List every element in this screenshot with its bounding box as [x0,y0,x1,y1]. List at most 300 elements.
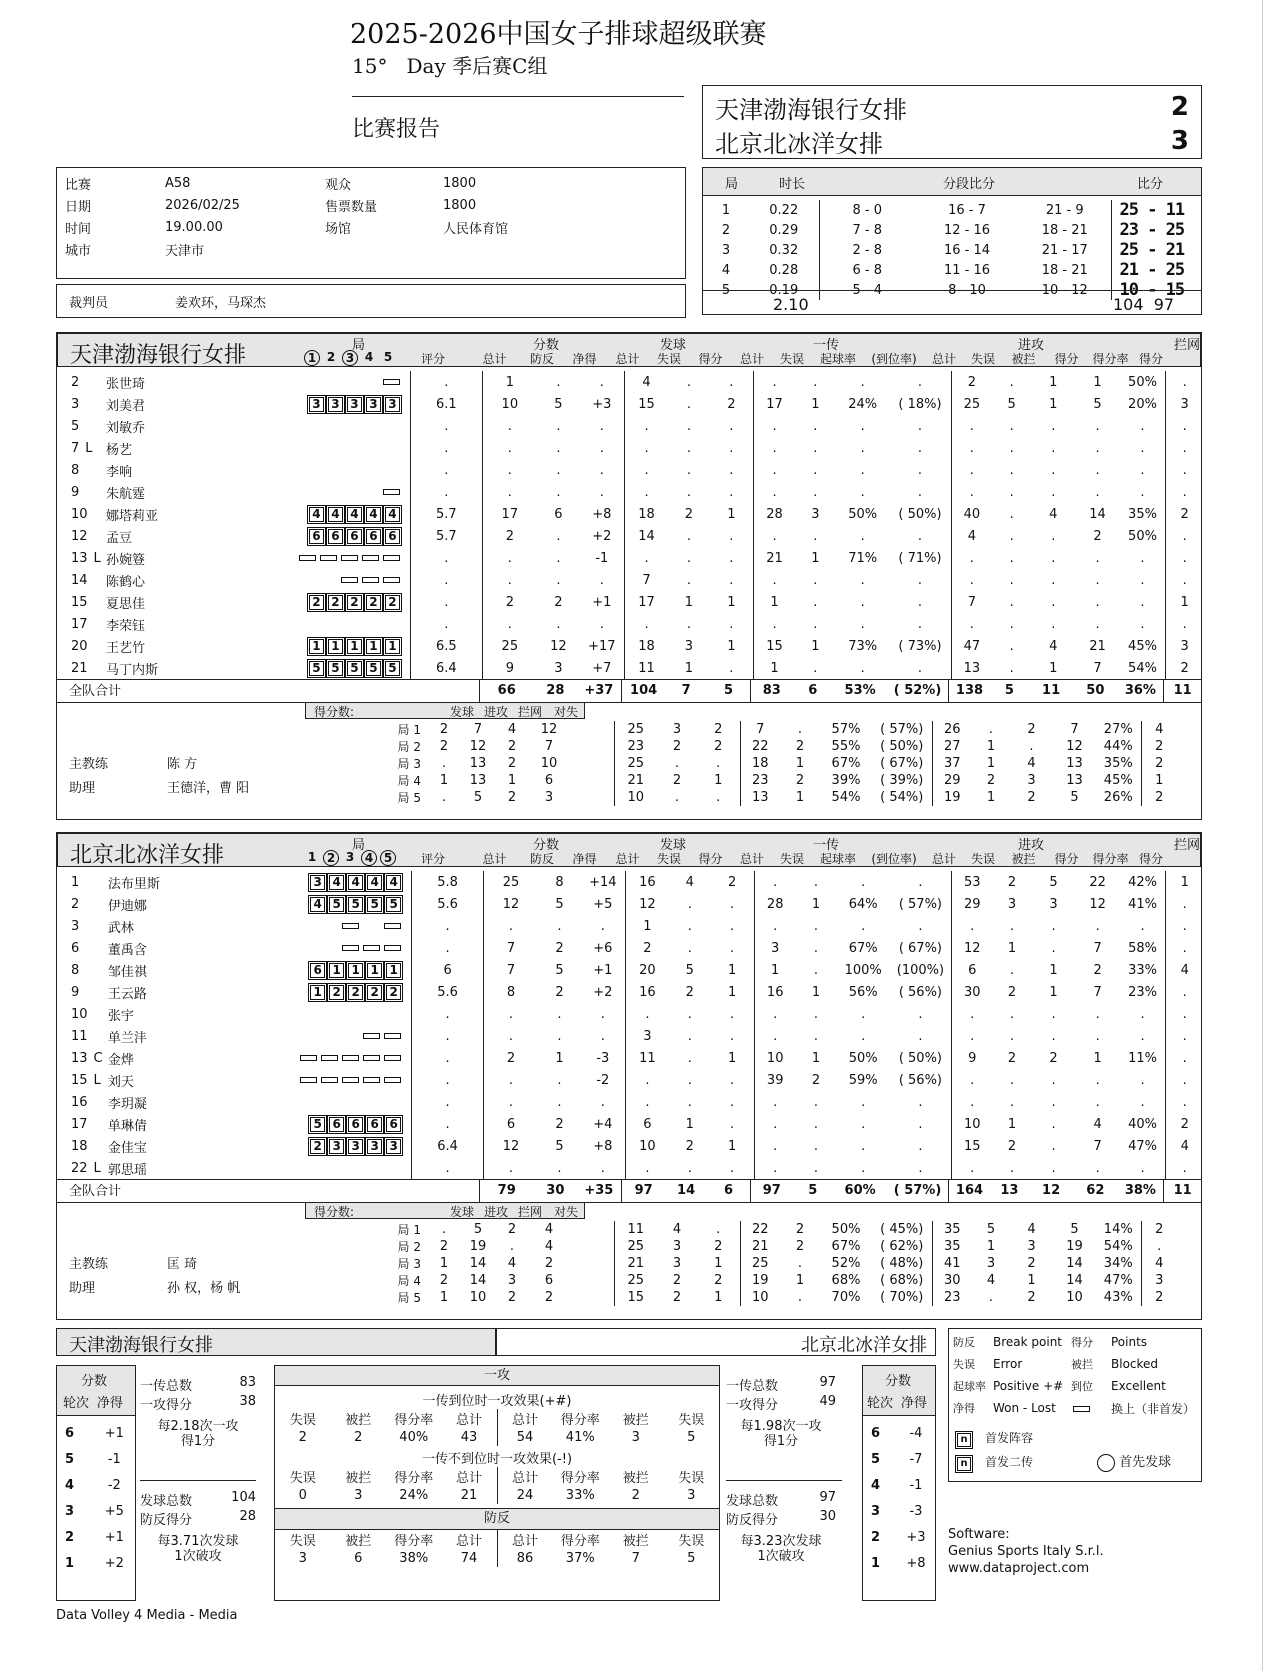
stat-cell: . [951,415,992,437]
away-recv-value1: 97 [819,1375,836,1390]
starting-position: 1 [367,963,382,978]
set-stat-cell: 15 [614,1289,657,1306]
stat-cell: 2 [685,984,694,1000]
legend-text: 失误 [953,1358,975,1371]
stat-cell: 2 [951,371,992,393]
set-breakdown-label: 局 4 [397,1273,421,1288]
stat-cell: 7 [1093,660,1102,676]
stat-cell: 15 [951,1135,992,1157]
set-point-cell: 2 [439,738,449,754]
legend-text: 被拦 [1071,1358,1093,1371]
set-stat-cell: . [1029,738,1034,754]
stat-cell: 5.7 [410,525,482,547]
attack-col-header: 得分率 [394,1534,434,1549]
away-summary-divider [726,1480,842,1481]
set-stat-cell: 14 [1066,1272,1083,1288]
stat-cell: 4 [1049,506,1058,522]
substitute-dash-icon [342,923,359,929]
home-sets-won: 2 [1170,92,1189,122]
assistant-label: 助理 [69,1280,96,1296]
sets-total-divider [703,290,1201,291]
set-stat-cell: 68% [831,1272,861,1288]
player-name: 孟豆 [106,530,133,546]
set-stat-cell: 13 [1066,772,1083,788]
spacer [569,721,614,738]
set-breakdown-label: 局 3 [397,756,421,771]
player-number [57,1003,104,1025]
set-stat-cell: 43% [1103,1289,1133,1305]
set-stat-cell: 5 [1070,789,1079,805]
score-by-set-col: 对失 [554,704,579,719]
set-number: 2 [323,850,339,866]
player-number-text: 3 [71,396,80,412]
player-number-text: 20 [71,638,88,654]
score-by-set-label: 得分数: [314,704,355,719]
player-name: 王云路 [107,986,147,1002]
set-stat-cell: 29 [932,772,972,789]
stat-cell: . [861,1138,866,1154]
stat-cell: . [1009,918,1015,934]
info-cell: 人民体育馆 [443,221,509,237]
legend-text: Excellent [1111,1379,1166,1393]
starting-position: 1 [309,639,324,654]
set-point-cell: 2 [544,1255,554,1271]
player-number-text: 7 [71,440,80,456]
set-stat-cell: ( 54%) [880,789,924,805]
player-number-text: 3 [71,918,80,934]
stat-cell: . [754,1003,795,1025]
stat-cell: 64% [848,896,878,912]
stat-cell: . [624,481,668,503]
stat-cell: 5 [685,962,694,978]
column-header: 失误 [779,352,804,366]
starting-position: 3 [348,1139,363,1154]
set-stat-cell: 4 [1141,1255,1177,1272]
set-stat-cell: 26 [932,721,972,738]
legend-row [949,1353,1197,1375]
stat-cell: . [1009,572,1014,588]
set-cell: 4 [721,262,731,278]
player-number [57,371,102,393]
player-number-text: 10 [71,1006,88,1022]
score-by-set-label: 得分数: [314,1204,355,1219]
stat-cell: 18 [624,503,668,525]
legend-text: 到位 [1071,1380,1093,1393]
stat-cell: 1 [1166,591,1203,613]
starting-position: 6 [386,1117,401,1132]
player-row [57,1047,1203,1069]
stat-cell: . [813,440,818,456]
stat-cell: . [730,940,735,956]
stat-cell: 3 [1166,393,1203,415]
stat-cell: 4 [1166,1135,1203,1157]
set-stat-cell: 26% [1103,789,1133,805]
stat-cell: . [813,1028,819,1044]
starting-position: 4 [309,507,324,522]
set-score: 21 - 25 [1111,260,1201,280]
legend-first-serve-label: 首先发球 [1119,1455,1172,1470]
legend-text: Break point [993,1335,1063,1349]
stat-cell: . [1051,1094,1056,1110]
stat-cell: . [730,896,735,912]
stat-cell: 1 [1049,660,1058,676]
stat-cell: 2 [811,1072,821,1088]
player-number [57,657,102,679]
stat-cell: 1 [1049,962,1058,978]
stat-cell: . [599,462,604,478]
set-stat-cell: 25 [614,1238,657,1255]
stat-cell: . [484,1069,538,1091]
player-number-text: 8 [71,462,80,478]
stat-cell: . [686,528,692,544]
stat-cell: . [624,459,668,481]
substitute-dash-icon [300,1055,317,1061]
stat-cell: 15 [624,393,668,415]
stat-cell: . [813,374,818,390]
set-number: 4 [361,850,377,866]
substitute-dash-icon [1073,1406,1090,1412]
stat-cell: 2 [554,594,563,610]
set-stat-cell: 2 [1141,755,1177,772]
stat-cell: . [754,871,795,893]
player-row [57,547,1203,569]
stat-cell: . [754,1091,795,1113]
set-stat-cell: 13 [740,789,780,806]
substitute-dash-icon [384,1033,401,1039]
set-stat-cell: 1 [714,1289,723,1305]
player-row [57,569,1203,591]
stat-cell: 7 [484,937,538,959]
set-stat-cell: . [797,1289,803,1305]
set-stat-cell: . [716,1221,721,1237]
player-set-lineup [237,937,411,959]
home-team-block [56,332,1202,820]
stat-cell: . [730,918,735,934]
away-rotation-col2: 净得 [901,1396,928,1411]
stat-cell: . [687,1006,692,1022]
set-stat-cell: 1 [1141,772,1177,789]
stat-cell: . [729,374,734,390]
stat-cell: 9 [482,657,536,679]
starting-position: 4 [386,875,401,890]
attack-col-header: 失误 [289,1413,316,1428]
stat-cell: 3 [1049,896,1058,912]
player-number-text: 8 [71,962,80,978]
stat-cell: 29 [951,893,992,915]
starting-position: 5 [367,897,382,912]
stat-cell: . [951,481,992,503]
attack-value: 40% [399,1429,429,1445]
stat-cell: 7 [1093,940,1102,956]
player-number [57,893,104,915]
player-number [57,547,102,569]
set-stat-cell: 7 [1070,721,1079,737]
stat-cell: . [484,1025,538,1047]
stat-cell: 10 [951,1113,992,1135]
stat-cell: 4 [1093,1116,1102,1132]
stat-cell: . [410,569,482,591]
player-number-text: 6 [71,940,80,956]
stat-cell: 2 [1166,657,1203,679]
player-set-lineup [237,1047,411,1069]
player-number [57,981,104,1003]
stat-cell: 41% [1128,896,1158,912]
player-number-text: 13 [71,1050,88,1066]
set-cell: 8 - 0 [819,200,915,220]
stat-cell: . [600,1160,605,1176]
player-number-text: 1 [71,874,80,890]
home-team-header [57,333,1201,367]
stat-cell: . [1095,1028,1100,1044]
stat-cell: . [482,415,536,437]
total-cell: 14 [677,1183,696,1199]
stat-cell: . [861,1094,866,1110]
column-header: (到位率) [871,852,917,866]
set-stat-cell: . [1141,1238,1177,1255]
spacer [569,1238,614,1255]
spacer [569,1221,614,1238]
stat-cell: 8 [555,874,564,890]
stat-cell: . [557,1028,562,1044]
stat-cell: . [729,616,734,632]
rotation-net: -1 [909,1477,923,1493]
total-cell: 50 [1086,683,1105,699]
stat-cell: . [1140,594,1145,610]
stat-cell: . [557,1094,562,1110]
column-header: 得分 [1054,852,1079,866]
stat-cell: 22 [1089,874,1106,890]
substitute-dash-icon [342,1077,359,1083]
home-srv-label1: 发球总数 [140,1494,193,1509]
player-set-lineup [236,415,411,437]
player-number [57,393,102,415]
substitute-dash-icon [363,1033,380,1039]
stat-cell: +3 [592,396,612,412]
set-stat-cell: 21 [740,1238,780,1255]
stat-cell: . [1051,572,1056,588]
rotation-row [863,1498,935,1524]
legend-row [949,1397,1197,1419]
player-set-lineup [237,1003,411,1025]
score-box [702,85,1202,159]
stat-cell: . [1140,1094,1145,1110]
set-cell: 0.19 [769,282,799,298]
set-point-cell: 4 [544,1238,554,1254]
starting-position: 1 [329,963,344,978]
stat-cell: 12 [1089,896,1106,912]
player-number-text: 9 [71,484,80,500]
column-header: 被拦 [1011,352,1036,366]
stat-cell: . [557,1160,562,1176]
set-stat-cell: 2 [795,1238,805,1254]
attack-value: 24 [497,1486,553,1504]
set-point-cell: 6 [544,1272,554,1288]
rotation-number: 3 [871,1503,881,1519]
attack-value: 74 [460,1550,478,1566]
player-number-text: 21 [71,660,88,676]
info-row [57,216,595,238]
set-stat-cell: ( 39%) [880,772,924,788]
stat-cell: 3 [1166,635,1203,657]
stat-cell: . [951,569,992,591]
info-cell: 1800 [443,175,477,191]
set-stat-cell: 1 [1027,1272,1036,1288]
set-stat-cell: 4 [1141,721,1177,738]
stat-cell: 1 [754,591,795,613]
set-stat-cell: 23 [740,772,780,789]
stat-cell: 1 [1093,1050,1102,1066]
stat-cell: 1 [1166,871,1203,893]
stat-cell: 5.6 [412,893,484,915]
home-recv-note1: 每2.18次一攻 [157,1419,239,1434]
away-team-title: 北京北冰洋女排 [70,843,225,868]
sets-header-partial: 分段比分 [943,177,996,192]
set-stat-cell: 2 [672,1272,682,1288]
stat-cell: 1 [482,371,536,393]
stat-cell: . [918,1006,923,1022]
player-row [57,393,1203,415]
home-recv-value1: 83 [239,1375,256,1390]
column-header: 得分 [1054,352,1079,366]
player-name: 刘敏乔 [106,420,146,436]
software-website: www.dataproject.com [948,1561,1090,1576]
software-company: Genius Sports Italy S.r.l. [948,1544,1104,1559]
stat-cell: . [1140,462,1145,478]
stat-cell: 5 [1049,874,1058,890]
player-set-lineup [237,1069,411,1091]
set-stat-cell: 14% [1103,1221,1133,1237]
column-header: 得分 [698,852,723,866]
stat-cell: . [1009,1028,1015,1044]
player-name: 刘美君 [106,398,146,414]
stat-cell: . [556,462,561,478]
set-stat-cell: 1 [986,738,996,754]
player-row [57,1113,1203,1135]
player-role: L [93,550,101,566]
stat-cell: ( 56%) [898,984,942,1000]
stat-cell: 1 [685,1116,694,1132]
set-point-cell: 1 [439,1255,449,1271]
software-credit [948,1526,1104,1577]
rotation-row [57,1420,135,1446]
away-total-row [57,1180,1201,1203]
set-stat-cell: 10 [740,1289,780,1306]
stat-cell: 2 [484,1047,538,1069]
stat-cell: 73% [848,638,878,654]
stat-cell: . [687,918,692,934]
set-stat-cell: 2 [795,772,805,788]
stat-cell: . [1166,613,1203,635]
stat-cell: . [482,613,536,635]
stat-cell: 3 [684,638,694,654]
player-row [57,437,1203,459]
set-breakdown-label: 局 2 [397,739,421,754]
stat-cell: . [1166,1047,1203,1069]
away-serve-summary [726,1490,836,1564]
starting-position: 4 [347,507,362,522]
match-info-table [57,172,595,260]
total-cell: 79 [479,1180,534,1202]
set-stat-cell: 22 [740,738,780,755]
stat-cell: +1 [592,594,612,610]
away-recv-label1: 一传总数 [726,1379,779,1394]
stat-cell: . [918,1028,923,1044]
starting-position: 5 [348,897,363,912]
stat-cell: . [1051,616,1056,632]
set-point-cell: 2 [507,1221,517,1237]
player-number-text: 15 [71,1072,88,1088]
substitute-dash-icon [384,923,401,929]
stat-cell: 6.5 [410,635,482,657]
player-name: 单兰沣 [107,1030,147,1046]
stat-cell: 6.4 [410,657,482,679]
attack-value: 3 [631,1429,640,1445]
substitute-dash-icon [383,555,400,561]
home-rotation-col1: 轮次 [63,1396,90,1411]
stat-cell: . [412,937,484,959]
stat-cell: ( 57%) [898,896,942,912]
stat-cell: . [1009,1160,1015,1176]
stat-cell: . [813,1094,819,1110]
set-point-cell: 10 [540,755,558,771]
stat-cell: 20% [1128,396,1157,412]
stat-cell: 2 [1049,1050,1058,1066]
player-set-lineup [236,635,411,657]
stat-cell: 71% [848,550,878,566]
stat-cell: . [484,915,538,937]
stat-cell: . [410,591,482,613]
player-row [57,503,1203,525]
first-attack-box [274,1365,720,1601]
stat-cell: 28 [754,503,795,525]
set-stat-cell: . [797,1255,803,1271]
set-point-cell: 13 [469,755,487,771]
legend-cell [989,1353,1067,1375]
set-breakdown-row [367,1255,1177,1272]
stat-cell: . [1095,1094,1100,1110]
home-summary-divider [140,1480,256,1481]
set-cell: 16 - 14 [943,242,991,258]
stat-cell: 56% [848,984,878,1000]
attack-col-header: 总计 [455,1471,482,1486]
player-number-text: 14 [71,572,88,588]
away-rotation-box [862,1365,936,1601]
player-name: 李玥凝 [107,1096,147,1112]
sets-header-duration: 时长 [779,177,806,192]
attack-value: 43 [460,1429,478,1445]
set-point-cell: 12 [540,721,558,737]
player-set-lineup [237,981,411,1003]
stat-cell: 17 [482,503,536,525]
set-cell: 0.29 [769,222,799,238]
set-score: 10 - 15 [1111,280,1201,300]
stat-cell: . [600,918,605,934]
starting-position: 6 [367,1117,382,1132]
set-stat-cell: 25 [614,755,657,772]
stat-cell: . [1051,1028,1056,1044]
starting-position: 3 [347,397,362,412]
set-stat-cell: 7 [740,721,780,738]
set-breakdown-row [367,1238,1177,1255]
total-cell: 5 [724,683,734,699]
stat-cell: 50% [848,1050,878,1066]
attack-value: 37% [565,1550,595,1566]
stat-cell: ( 50%) [898,506,942,522]
stat-cell: . [1009,528,1014,544]
set-cell: 2 [721,222,731,238]
stat-cell: . [917,594,923,610]
set-breakdown-row [367,1289,1177,1306]
